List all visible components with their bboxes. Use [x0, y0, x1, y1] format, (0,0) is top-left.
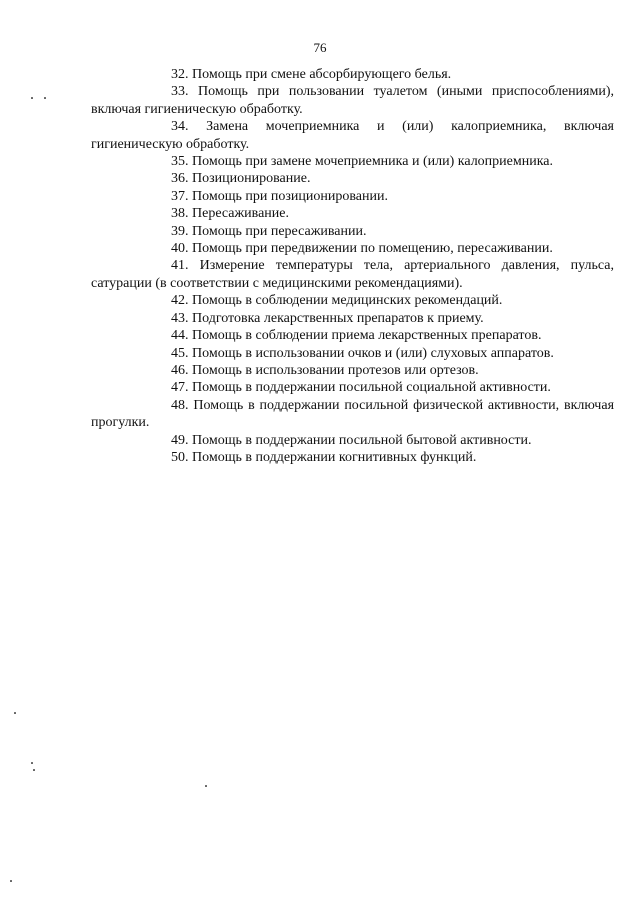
item-text: Помощь при замене мочеприемника и (или) калоприемника.	[192, 154, 554, 170]
scan-speck	[205, 785, 207, 787]
service-list	[91, 66, 614, 466]
item-number: 48.	[171, 397, 189, 413]
item-text: Помощь в использовании очков и (или) слуховых аппаратов.	[192, 345, 554, 361]
item-number: 44.	[171, 328, 189, 344]
item-number: 32.	[171, 67, 189, 82]
item-text: Помощь при смене абсорбирующего белья.	[192, 67, 452, 82]
list-item	[91, 118, 614, 153]
list-item	[91, 345, 614, 362]
item-text: Замена мочеприемника и (или) калоприемника, включая гигиеническую обработку.	[91, 119, 614, 152]
scan-speck	[31, 762, 33, 764]
item-number: 35.	[171, 154, 189, 170]
page-number: 76	[313, 40, 327, 55]
list-item	[91, 432, 614, 449]
item-text: Позиционирование.	[192, 171, 311, 187]
item-number: 41.	[171, 258, 189, 274]
item-text: Помощь при пересаживании.	[192, 223, 367, 239]
list-item	[91, 188, 614, 205]
item-text: Помощь в поддержании посильной физической активности, включая прогулки.	[91, 397, 615, 431]
item-number: 46.	[171, 362, 189, 378]
list-item	[91, 223, 614, 240]
list-item	[91, 257, 614, 292]
item-number: 34.	[171, 119, 189, 135]
item-number: 33.	[171, 84, 189, 100]
item-text: Помощь при пользовании туалетом (иными приспособлениями), включая гигиеническую обработку.	[91, 84, 615, 117]
scan-speck	[33, 769, 35, 771]
item-number: 47.	[171, 380, 189, 396]
scan-speck	[44, 97, 46, 99]
item-text: Измерение температуры тела, артериального давления, пульса, сатурации (в соответствии с медицинскими рекомендациями).	[91, 258, 615, 291]
item-number: 37.	[171, 188, 189, 204]
item-number: 36.	[171, 171, 189, 187]
item-text: Подготовка лекарственных препаратов к приему.	[192, 310, 484, 326]
list-item	[91, 66, 614, 83]
list-item	[91, 240, 614, 257]
item-text: Пересаживание.	[192, 206, 289, 222]
list-item	[91, 83, 614, 118]
list-item	[91, 292, 614, 309]
scan-speck	[14, 712, 16, 714]
list-item	[91, 449, 614, 466]
item-text: Помощь в использовании протезов или ортезов.	[192, 362, 479, 378]
item-text: Помощь в соблюдении медицинских рекомендаций.	[192, 293, 503, 309]
item-text: Помощь при позиционировании.	[192, 188, 388, 204]
item-number: 43.	[171, 310, 189, 326]
item-text: Помощь в поддержании посильной социальной активности.	[192, 380, 551, 396]
item-number: 38.	[171, 206, 189, 222]
list-item	[91, 362, 614, 379]
item-text: Помощь в поддержании посильной бытовой активности.	[192, 432, 532, 448]
item-number: 49.	[171, 432, 189, 448]
item-number: 50.	[171, 449, 189, 465]
list-item	[91, 170, 614, 187]
item-number: 42.	[171, 293, 189, 309]
item-text: Помощь в соблюдении приема лекарственных препаратов.	[192, 328, 542, 344]
scan-speck	[31, 97, 33, 99]
list-item	[91, 205, 614, 222]
list-item	[91, 327, 614, 344]
list-item	[91, 397, 614, 432]
item-number: 39.	[171, 223, 189, 239]
item-number: 40.	[171, 241, 189, 257]
list-item	[91, 379, 614, 396]
list-item	[91, 310, 614, 327]
item-text: Помощь в поддержании когнитивных функций.	[192, 449, 477, 465]
item-number: 45.	[171, 345, 189, 361]
list-item	[91, 153, 614, 170]
item-text: Помощь при передвижении по помещению, пересаживании.	[192, 241, 553, 257]
scan-speck	[10, 880, 12, 882]
